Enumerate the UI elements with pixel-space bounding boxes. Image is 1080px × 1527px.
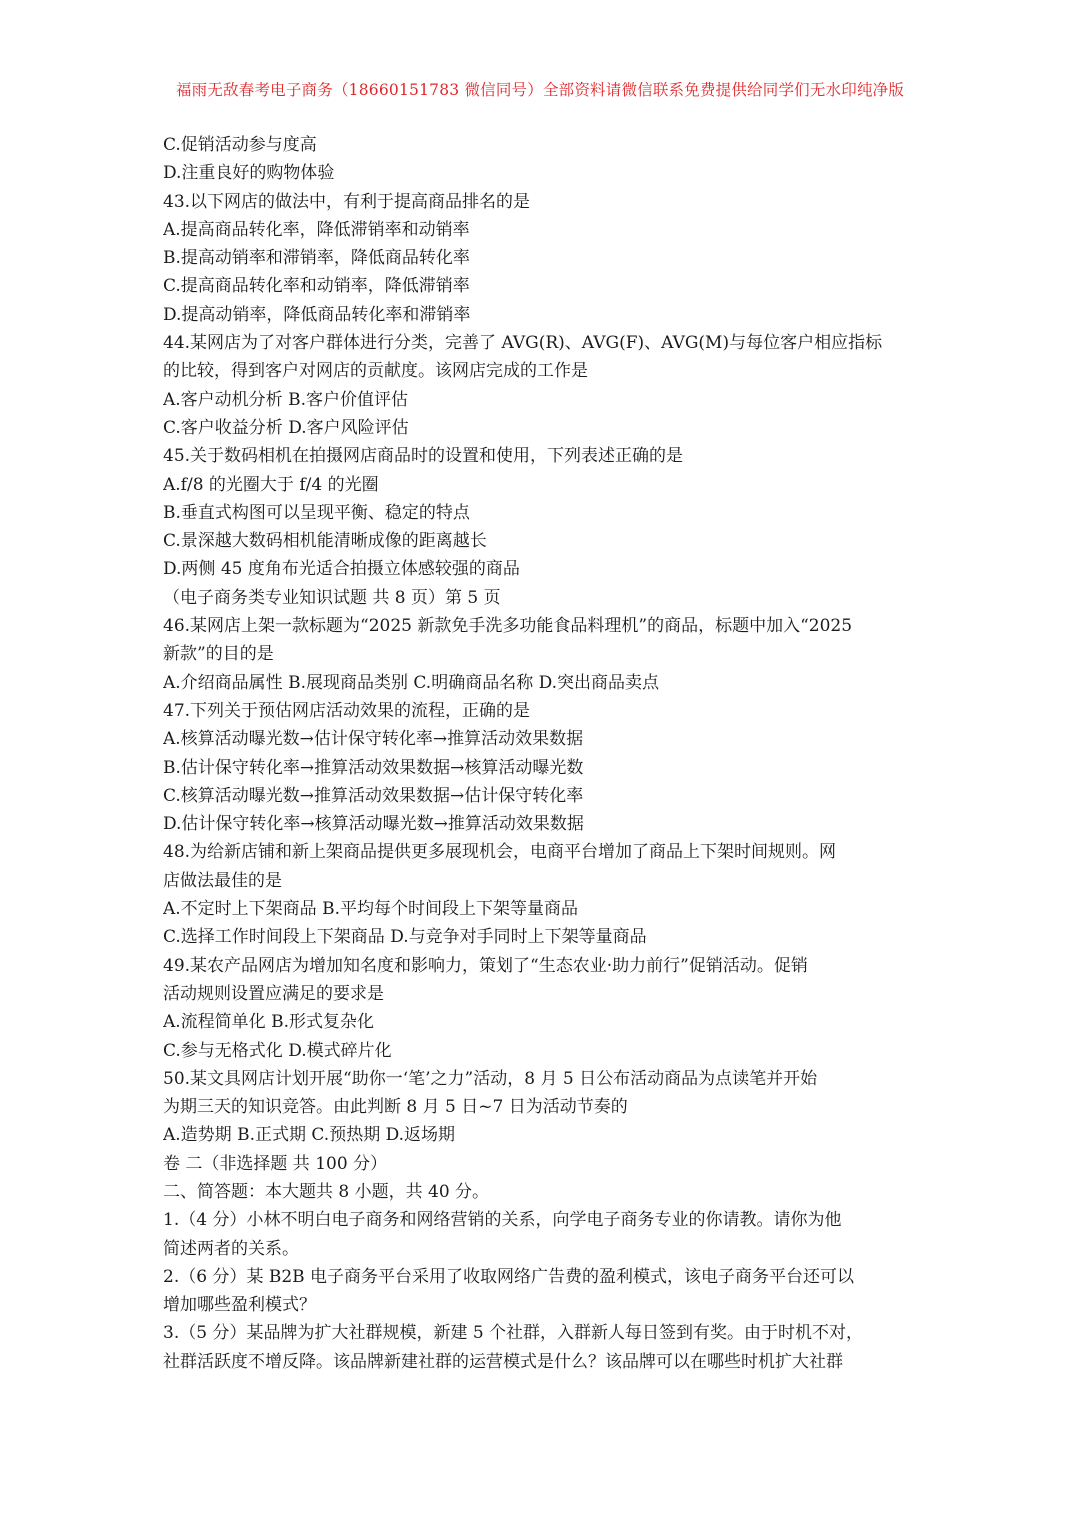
text-line: 1.（4 分）小林不明白电子商务和网络营销的关系，向学电子商务专业的你请教。请你为他: [163, 1210, 842, 1231]
watermark-header: 福雨无敌春考电子商务（18660151783 微信同号）全部资料请微信联系免费提供给同学们无水印纯净版: [175, 81, 905, 99]
text-line: 卷 二（非选择题 共 100 分）: [163, 1153, 388, 1174]
text-line: 活动规则设置应满足的要求是: [163, 983, 384, 1004]
text-line: B.垂直式构图可以呈现平衡、稳定的特点: [163, 502, 470, 523]
text-line: D.两侧 45 度角布光适合拍摄立体感较强的商品: [163, 559, 520, 580]
text-line: 的比较，得到客户对网店的贡献度。该网店完成的工作是: [163, 361, 588, 382]
text-line: 新款”的目的是: [163, 644, 274, 665]
text-line: C.客户收益分析 D.客户风险评估: [163, 417, 409, 438]
text-line: B.估计保守转化率→推算活动效果数据→核算活动曝光数: [163, 757, 584, 778]
text-line: 46.某网店上架一款标题为“2025 新款免手洗多功能食品料理机”的商品，标题中加入“2025: [163, 616, 853, 637]
text-line: 48.为给新店铺和新上架商品提供更多展现机会，电商平台增加了商品上下架时间规则。网: [163, 842, 837, 863]
text-line: A.核算活动曝光数→估计保守转化率→推算活动效果数据: [163, 729, 584, 750]
text-line: B.提高动销率和滞销率，降低商品转化率: [163, 248, 470, 269]
text-line: 社群活跃度不增反降。该品牌新建社群的运营模式是什么？该品牌可以在哪些时机扩大社群: [163, 1351, 843, 1372]
text-line: 简述两者的关系。: [163, 1238, 299, 1259]
text-line: 44.某网店为了对客户群体进行分类，完善了 AVG(R)、AVG(F)、AVG(M)与每位客户相应指标: [163, 333, 883, 354]
text-line: A.流程简单化 B.形式复杂化: [163, 1012, 374, 1033]
text-line: C.核算活动曝光数→推算活动效果数据→估计保守转化率: [163, 785, 584, 806]
text-line: 50.某文具网店计划开展“助你一‘笔’之力”活动，8 月 5 日公布活动商品为点读笔并开始: [163, 1068, 818, 1089]
exam-content: [163, 131, 919, 1376]
text-line: 增加哪些盈利模式？: [163, 1295, 316, 1316]
text-line: A.不定时上下架商品 B.平均每个时间段上下架等量商品: [163, 899, 578, 920]
text-line: C.提高商品转化率和动销率，降低滞销率: [163, 276, 470, 297]
text-line: 45.关于数码相机在拍摄网店商品时的设置和使用，下列表述正确的是: [163, 446, 684, 467]
text-line: C.景深越大数码相机能清晰成像的距离越长: [163, 531, 487, 552]
text-line: C.参与无格式化 D.模式碎片化: [163, 1040, 392, 1061]
text-line: 49.某农产品网店为增加知名度和影响力，策划了“生态农业·助力前行”促销活动。促销: [163, 955, 808, 976]
text-line: 47.下列关于预估网店活动效果的流程，正确的是: [163, 700, 531, 721]
text-line: A.提高商品转化率，降低滞销率和动销率: [163, 219, 470, 240]
text-line: A.f/8 的光圈大于 f/4 的光圈: [163, 474, 379, 495]
text-line: 二、简答题：本大题共 8 小题，共 40 分。: [163, 1181, 490, 1202]
text-line: 2.（6 分）某 B2B 电子商务平台采用了收取网络广告费的盈利模式，该电子商务平台还可以: [163, 1266, 855, 1287]
text-line: D.注重良好的购物体验: [163, 163, 335, 184]
text-line: 3.（5 分）某品牌为扩大社群规模，新建 5 个社群，入群新人每日签到有奖。由于时机不对，: [163, 1323, 864, 1344]
text-line: D.估计保守转化率→核算活动曝光数→推算活动效果数据: [163, 814, 584, 835]
text-line: （电子商务类专业知识试题 共 8 页）第 5 页: [163, 587, 501, 608]
text-line: C.促销活动参与度高: [163, 135, 317, 155]
text-line: 43.以下网店的做法中，有利于提高商品排名的是: [163, 191, 531, 212]
text-line: 为期三天的知识竞答。由此判断 8 月 5 日~7 日为活动节奏的: [163, 1097, 628, 1118]
text-line: D.提高动销率，降低商品转化率和滞销率: [163, 304, 471, 325]
text-line: A.介绍商品属性 B.展现商品类别 C.明确商品名称 D.突出商品卖点: [163, 672, 660, 693]
text-line: A.造势期 B.正式期 C.预热期 D.返场期: [163, 1125, 456, 1146]
text-line: A.客户动机分析 B.客户价值评估: [163, 389, 408, 410]
text-line: C.选择工作时间段上下架商品 D.与竞争对手同时上下架等量商品: [163, 927, 647, 948]
text-line: 店做法最佳的是: [163, 870, 282, 891]
